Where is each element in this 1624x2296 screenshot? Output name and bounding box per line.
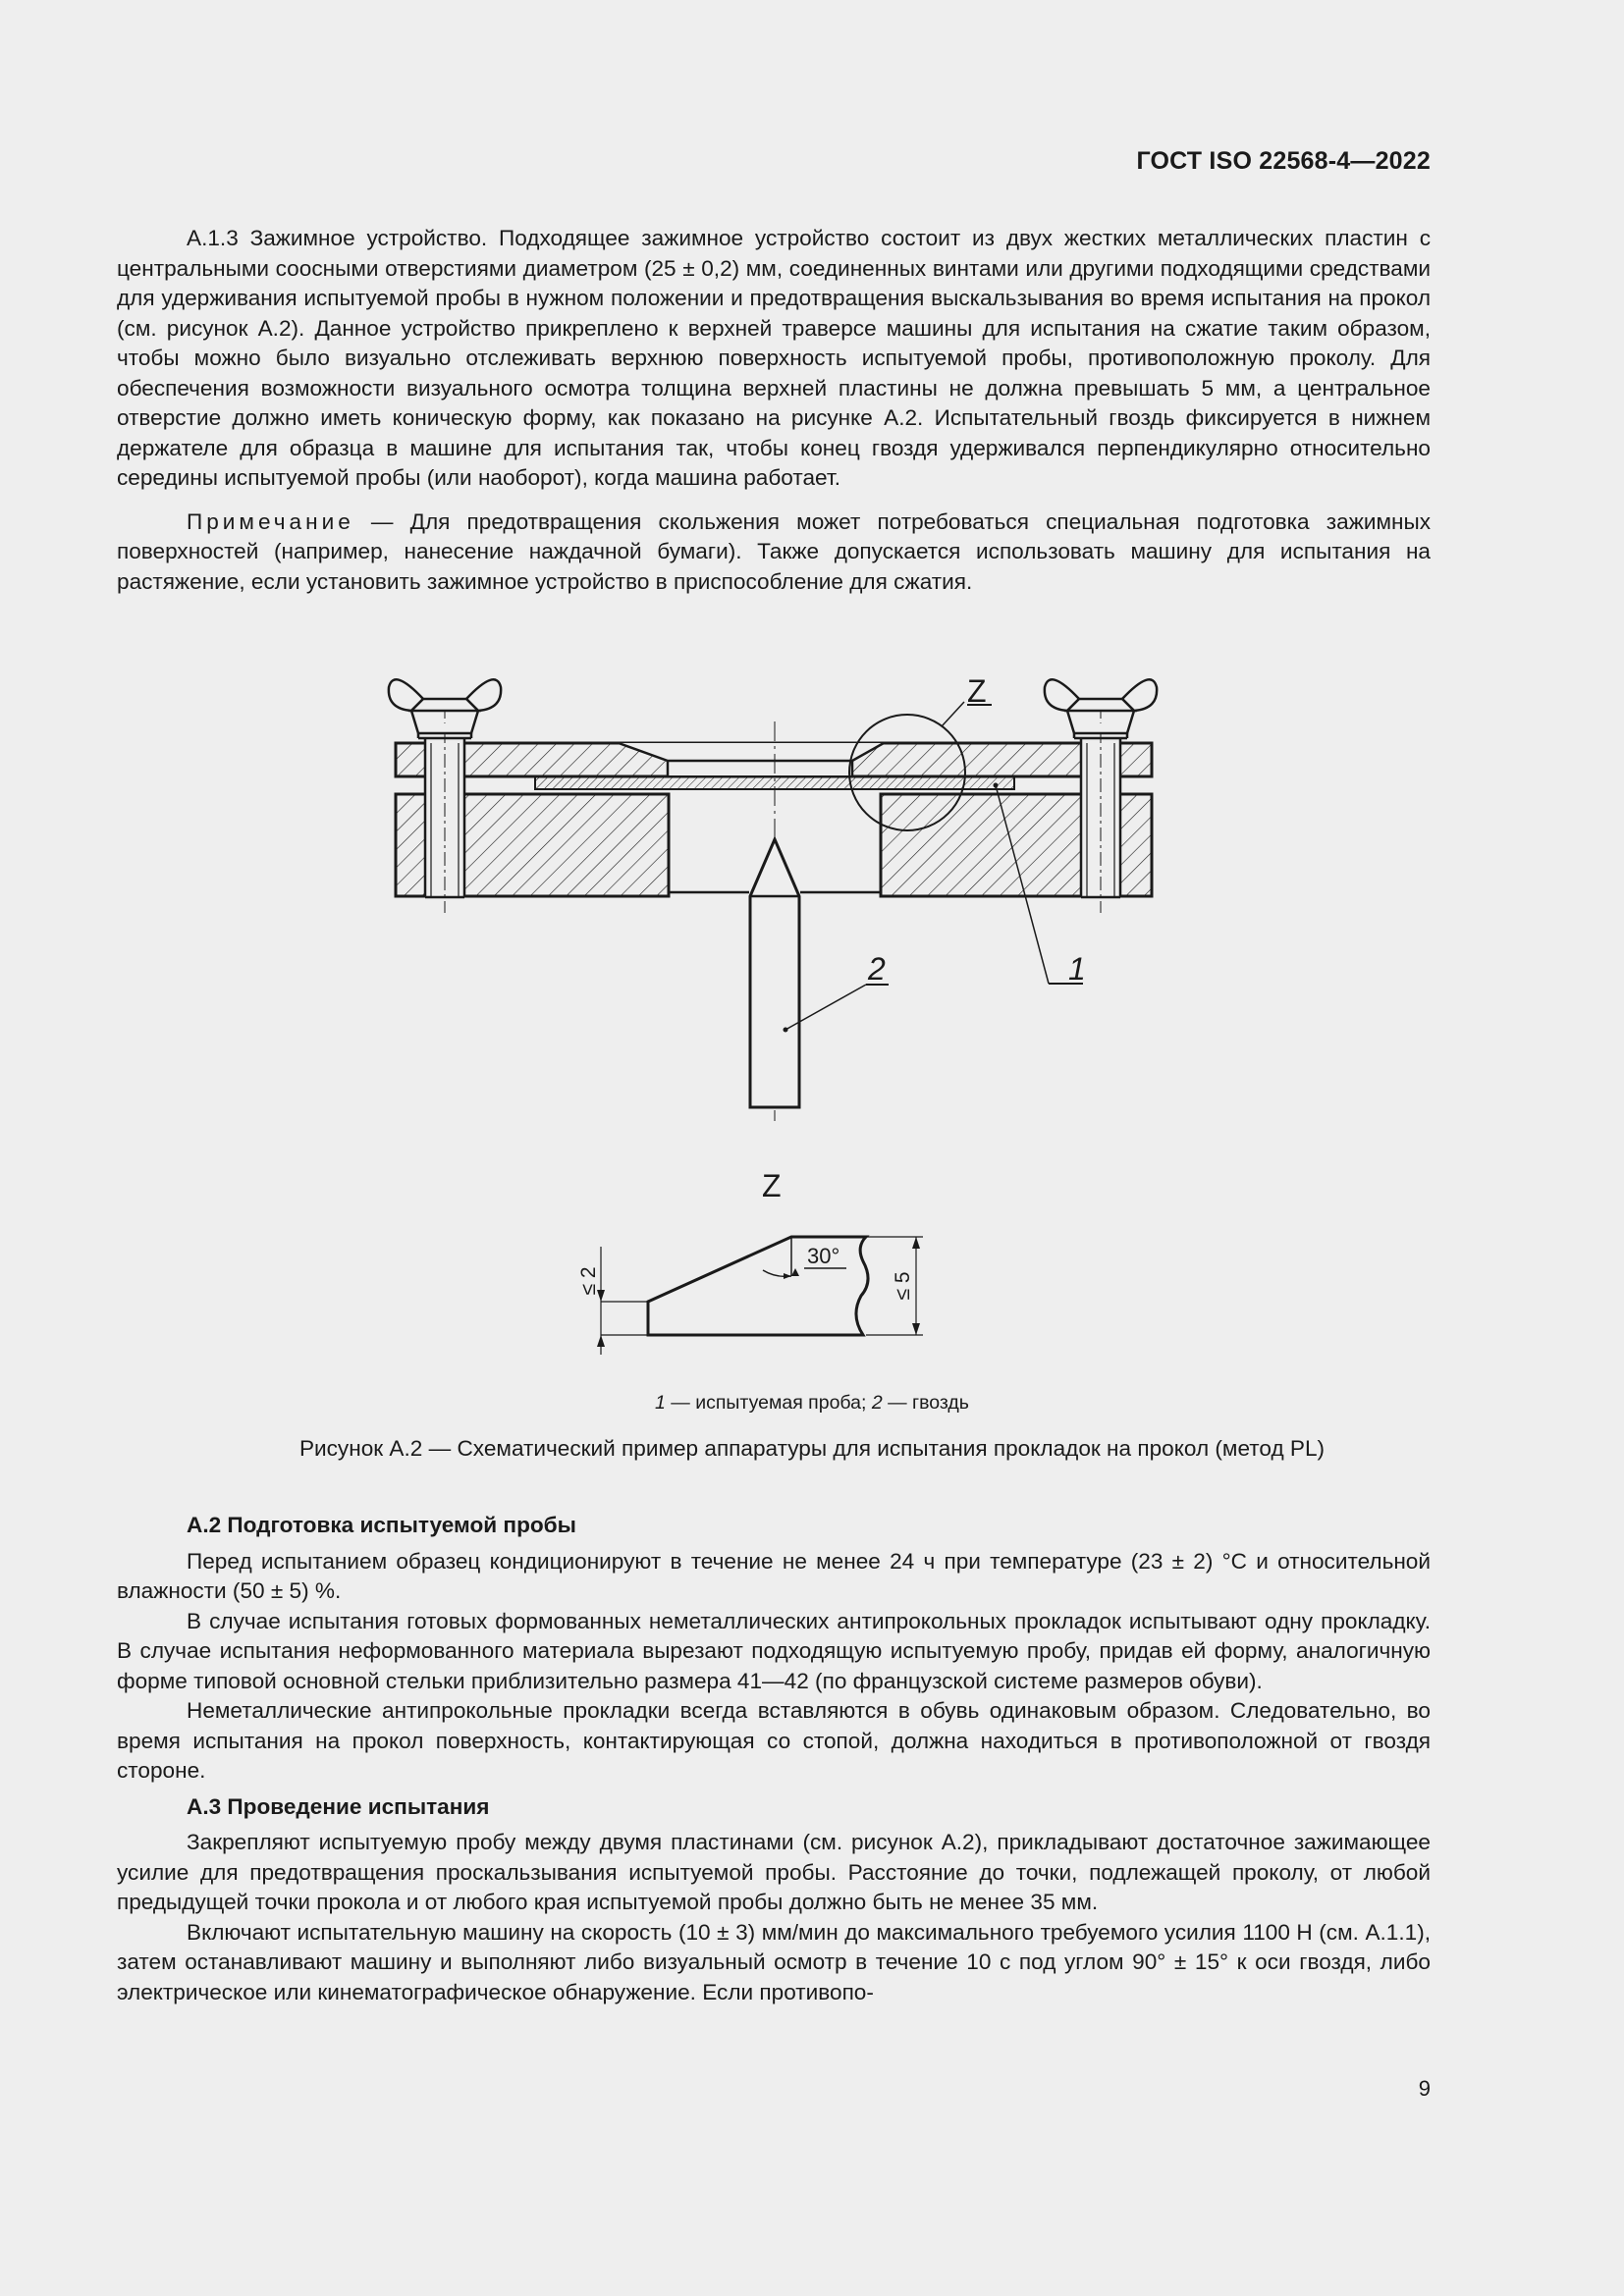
right-wing-nut [1045,679,1157,738]
left-wing-nut [389,679,501,738]
legend-num-1: 1 [655,1392,666,1414]
paragraph-a13: А.1.3 Зажимное устройство. Подходящее зажимное устройство состоит из двух жестких металлических пластин с центральными соосными отверстиями диаметром (25 ± 0,2) мм, соединенных винтами или другими подходящими средствами для удерживания испытуемой пробы в нужном положении и предотвращения выскальзывания во время испытания на прокол (см. рисунок А.2). Данное устройство прикреплено к верхней траверсе машины для испытания на сжатие таким образом, чтобы можно было визуально отслеживать верхнюю поверхность испытуемой пробы, противоположную проколу. Для обеспечения возможности визуального осмотра толщина верхней пластины не должна превышать 5 мм, а центральное отверстие должно иметь коническую форму, как показано на рисунке А.2. Испытательный гвоздь фиксируется в нижнем держателе для образца в машине для испытания так, чтобы конец гвоздя удерживался перпендикулярно относительно середины испытуемой пробы (или наоборот), когда машина работает. [117,226,1431,490]
note-label: Примечание [187,508,354,534]
figure-legend [0,1392,1624,1415]
detail-marker-z: Z [967,673,987,709]
label-nail: 2 [868,951,886,987]
section-a3-p2: Включают испытательную машину на скорость (10 ± 3) мм/мин до максимального требуемого усилия 1100 Н (см. А.1.1), затем останавливают машину и выполняют либо визуальный осмотр в течение 10 с под углом 90° ± 15° к оси гвоздя, либо электрическое или кинематографическое обнаружение. Если противопо- [117,1919,1431,2004]
section-a2-p1: Перед испытанием образец кондиционируют в течение не менее 24 ч при температуре (23 ± 2) °С и относительной влажности (50 ± 5) %. [117,1548,1431,1603]
right-bolt [1081,705,1120,913]
document-header: ГОСТ ISO 22568-4—2022 [1136,147,1431,175]
figure-caption: Рисунок А.2 — Схематический пример аппаратуры для испытания прокладок на прокол (метод PL) [298,1436,1326,1461]
note-text: — Для предотвращения скольжения может потребоваться специальная подготовка зажимных поверхностей (например, нанесение наждачной бумаги). Также допускается использовать машину для испытания на растяжение, если установить зажимное устройство в приспособление для сжатия. [117,508,1431,594]
test-nail [750,839,799,1107]
top-plate [396,743,1152,776]
section-a2 [117,1511,1431,2007]
angle-label: 30° [807,1244,840,1268]
label-specimen: 1 [1068,951,1086,987]
dim-left-label: ≤ 2 [577,1266,600,1296]
dim-right-label: ≤ 5 [892,1271,914,1301]
intro-block [117,224,1431,597]
legend-text-2: — гвоздь [882,1392,969,1414]
left-bolt [425,705,464,913]
detail-title-z: Z [762,1168,782,1203]
section-a2-title: А.2 Подготовка испытуемой пробы [187,1513,576,1537]
section-a2-p3: Неметаллические антипрокольные прокладки всегда вставляются в обувь одинаковым образом. Следовательно, во время испытания на прокол поверхность, контактирующая со стопой, должна находиться в противоположной от гвоздя стороне. [117,1698,1431,1783]
section-a2-p2: В случае испытания готовых формованных неметаллических антипрокольных прокладок испытывают одну прокладку. В случае испытания неформованного материала вырезают подходящую испытуемую пробу, придав ей форму, аналогичную форме типовой основной стельки приблизительно размера 41—42 (по французской системе размеров обуви). [117,1608,1431,1693]
legend-num-2: 2 [871,1392,883,1414]
legend-text-1: — испытуемая проба; [665,1392,872,1414]
figure-a2 [373,663,1178,1428]
section-a3-p1: Закрепляют испытуемую пробу между двумя пластинами (см. рисунок А.2), прикладывают достаточное зажимающее усилие для предотвращения проскальзывания испытуемой пробы. Расстояние до точки, подлежащей проколу, от любой предыдущей точки прокола и от любого края испытуемой пробы должно быть не менее 35 мм. [117,1830,1431,1914]
page-number: 9 [1418,2076,1431,2101]
note-paragraph [117,507,1431,598]
detail-z-drawing [577,1237,923,1355]
section-a3-title: А.3 Проведение испытания [187,1793,490,1819]
